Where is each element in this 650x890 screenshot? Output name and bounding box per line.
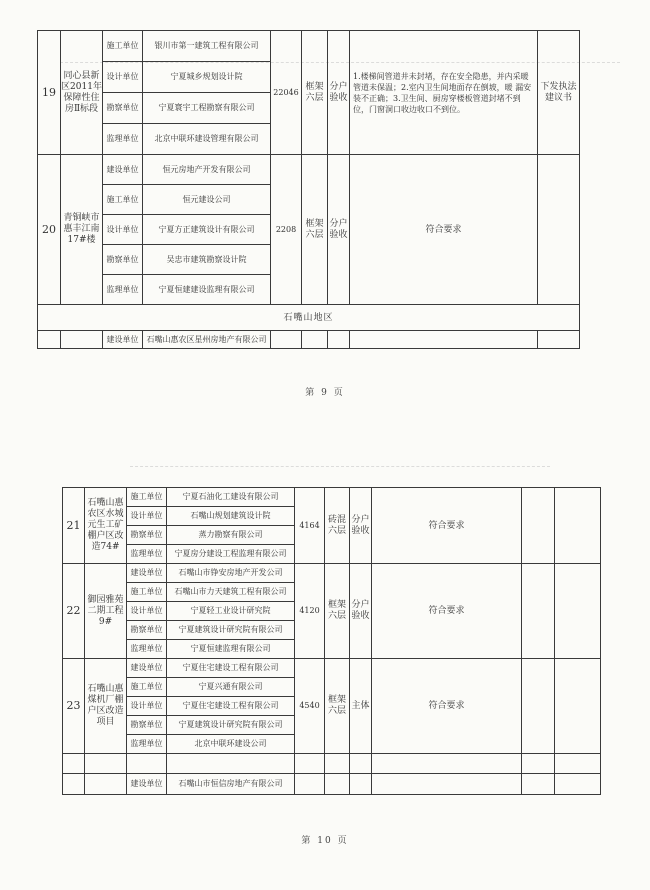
inspection-stage: 分户验收: [350, 564, 372, 659]
row-number: 20: [38, 155, 61, 305]
table-row: [63, 659, 601, 678]
unit-role: 勘察单位: [127, 716, 167, 735]
inspection-stage: 分户验收: [350, 488, 372, 564]
handling-measure: 下发执法建议书: [538, 31, 580, 155]
table-row: [63, 488, 601, 507]
unit-company: 石嘴山惠农区星州房地产有限公司: [143, 331, 271, 349]
region-row: [38, 305, 580, 331]
structure-type: 框架六层: [325, 564, 350, 659]
unit-role: 建设单位: [103, 155, 143, 185]
unit-role: 监理单位: [127, 545, 167, 564]
table-row: [63, 754, 601, 774]
unit-company: 宁夏轻工业设计研究院: [167, 602, 295, 621]
unit-company: 蒸力勘察有限公司: [167, 526, 295, 545]
project-name: 青铜峡市惠丰江南17#楼: [61, 155, 103, 305]
handling-measure: [555, 564, 601, 659]
unit-role: 施工单位: [127, 488, 167, 507]
table-row: [38, 155, 580, 185]
empty-cell: [522, 659, 555, 754]
unit-company: 北京中联环建设管理有限公司: [143, 124, 271, 155]
inspection-findings: 符合要求: [372, 488, 522, 564]
unit-role: 设计单位: [127, 507, 167, 526]
unit-role: 勘察单位: [103, 93, 143, 124]
structure-type: 框架六层: [325, 659, 350, 754]
unit-company: 宁夏恒建建设监理有限公司: [143, 275, 271, 305]
project-name: 同心县新区2011年保障性住房Ⅱ标段: [61, 31, 103, 155]
unit-role: 勘察单位: [127, 621, 167, 640]
table-row: [63, 774, 601, 795]
unit-company: 石嘴山市铮安房地产开发公司: [167, 564, 295, 583]
structure-type: 框架六层: [302, 155, 328, 305]
unit-company: 宁夏住宅建设工程有限公司: [167, 697, 295, 716]
unit-company: 石嘴山市力天建筑工程有限公司: [167, 583, 295, 602]
table-row: [38, 331, 580, 349]
building-area: 2208: [271, 155, 302, 305]
row-number: 22: [63, 564, 85, 659]
page-10: [0, 440, 650, 890]
page-9: [0, 0, 650, 440]
building-area: 4164: [295, 488, 325, 564]
building-area: 4120: [295, 564, 325, 659]
inspection-table-page-10: [62, 487, 601, 795]
table-row: [38, 31, 580, 62]
row-number: 19: [38, 31, 61, 155]
structure-type: 砖混六层: [325, 488, 350, 564]
inspection-findings: 1.楼梯间管道井未封堵，存在安全隐患，并内采暖管道未保温；2.室内卫生间地面存在倒坡，暖 漏安装不正确；3.卫生间、厨房穿楼板管道封堵不到位，门窗洞口收边收口不到位。: [350, 31, 538, 155]
inspection-stage: 分户验收: [328, 31, 350, 155]
unit-role: 设计单位: [127, 602, 167, 621]
project-name: 石嘴山惠煤机厂棚户区改造项目: [85, 659, 127, 754]
inspection-table-page-9: [37, 30, 580, 349]
unit-company: 宁夏房分建设工程监理有限公司: [167, 545, 295, 564]
unit-role: 勘察单位: [103, 245, 143, 275]
unit-role: 勘察单位: [127, 526, 167, 545]
unit-company: 吴忠市建筑勘察设计院: [143, 245, 271, 275]
unit-company: 宁夏方正建筑设计有限公司: [143, 215, 271, 245]
unit-role: 监理单位: [103, 124, 143, 155]
unit-company: 银川市第一建筑工程有限公司: [143, 31, 271, 62]
building-area: 4540: [295, 659, 325, 754]
project-name: 石嘴山惠农区水城元生工矿棚户区改造74#: [85, 488, 127, 564]
inspection-stage: 主体: [350, 659, 372, 754]
row-number: 21: [63, 488, 85, 564]
empty-cell: [522, 564, 555, 659]
unit-company: 宁夏恒建监理有限公司: [167, 640, 295, 659]
handling-measure: [555, 488, 601, 564]
table-row: [63, 564, 601, 583]
unit-company: 石嘴山规划建筑设计院: [167, 507, 295, 526]
unit-company: 恒元建设公司: [143, 185, 271, 215]
structure-type: 框架六层: [302, 31, 328, 155]
row-number: 23: [63, 659, 85, 754]
page-number: 第 9 页: [305, 388, 345, 398]
unit-role: 建设单位: [127, 774, 167, 795]
unit-role: 监理单位: [127, 735, 167, 754]
unit-role: 建设单位: [127, 659, 167, 678]
unit-role: 建设单位: [127, 564, 167, 583]
handling-measure: [538, 155, 580, 305]
unit-company: 宁夏兴通有限公司: [167, 678, 295, 697]
unit-role: 设计单位: [103, 215, 143, 245]
unit-company: 恒元房地产开发有限公司: [143, 155, 271, 185]
unit-company: 宁夏城乡规划设计院: [143, 62, 271, 93]
unit-company: 宁夏寰宇工程勘察有限公司: [143, 93, 271, 124]
project-name: 御园雅苑二期工程9#: [85, 564, 127, 659]
unit-role: 设计单位: [103, 62, 143, 93]
region-title: 石嘴山地区: [38, 305, 580, 331]
unit-role: 监理单位: [127, 640, 167, 659]
inspection-findings: 符合要求: [372, 564, 522, 659]
unit-role: 施工单位: [103, 185, 143, 215]
handling-measure: [555, 659, 601, 754]
unit-company: 宁夏石油化工建设有限公司: [167, 488, 295, 507]
page-number: 第 10 页: [301, 836, 349, 846]
unit-role: 施工单位: [103, 31, 143, 62]
unit-role: 施工单位: [127, 583, 167, 602]
inspection-findings: 符合要求: [350, 155, 538, 305]
unit-company: 宁夏建筑设计研究院有限公司: [167, 621, 295, 640]
building-area: 22046: [271, 31, 302, 155]
inspection-findings: 符合要求: [372, 659, 522, 754]
unit-company: 北京中联环建设公司: [167, 735, 295, 754]
empty-cell: [522, 488, 555, 564]
unit-role: 建设单位: [103, 331, 143, 349]
unit-role: 设计单位: [127, 697, 167, 716]
unit-role: 监理单位: [103, 275, 143, 305]
unit-company: 宁夏建筑设计研究院有限公司: [167, 716, 295, 735]
unit-company: 石嘴山市恒信房地产有限公司: [167, 774, 295, 795]
unit-role: 施工单位: [127, 678, 167, 697]
inspection-stage: 分户验收: [328, 155, 350, 305]
unit-company: 宁夏住宅建设工程有限公司: [167, 659, 295, 678]
scan-bleed-line: [130, 466, 550, 467]
